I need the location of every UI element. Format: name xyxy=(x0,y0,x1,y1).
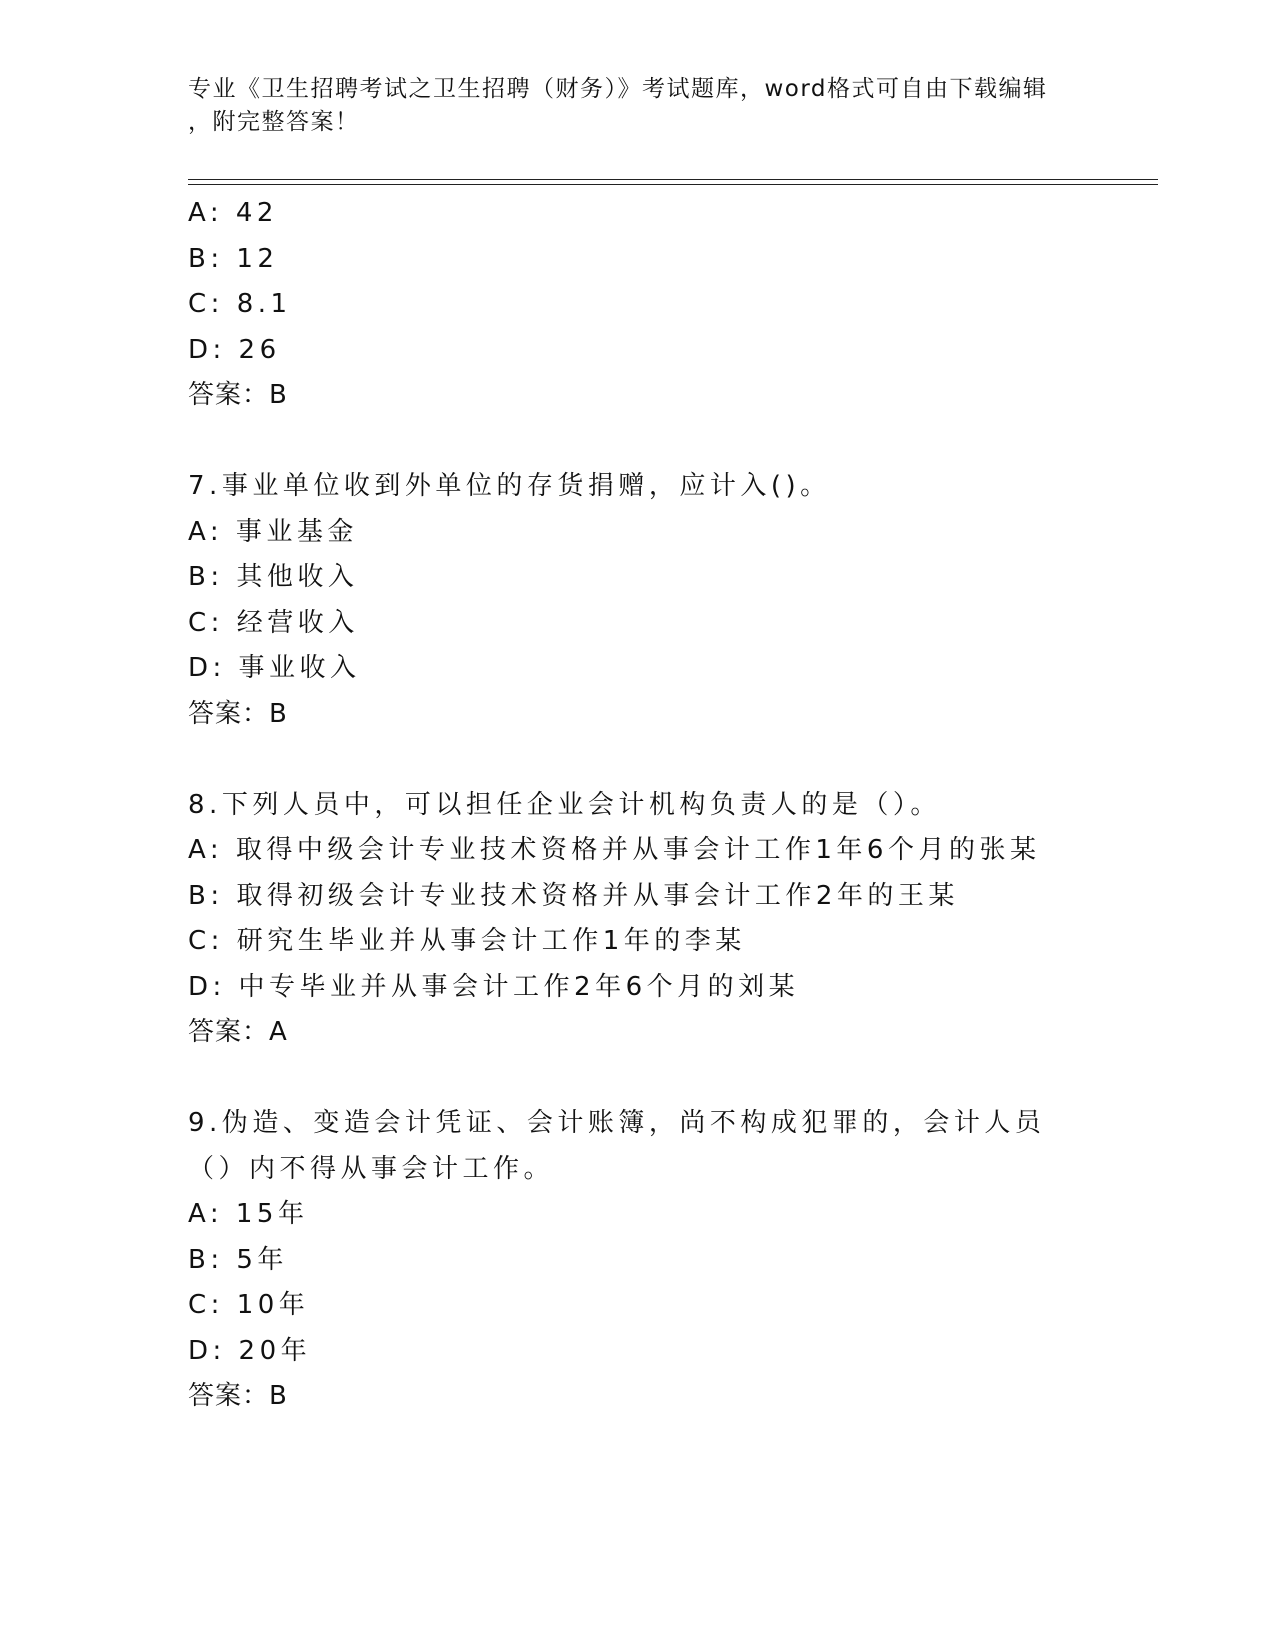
question-block xyxy=(188,1101,1148,1420)
option-text: 10年 xyxy=(236,1290,310,1320)
option-text: 中专毕业并从事会计工作2年6个月的刘某 xyxy=(238,971,800,1002)
header-title-line-2: ，附完整答案！ xyxy=(188,109,360,135)
header-divider-top xyxy=(188,179,1158,180)
option-text: 经营收入 xyxy=(236,607,359,638)
option-c xyxy=(188,1283,1148,1329)
option-c xyxy=(188,601,1148,647)
option-label: D: xyxy=(188,1335,226,1366)
answer-line: 答案：B xyxy=(188,698,288,729)
option-label: A: xyxy=(188,1199,224,1229)
option-label: A: xyxy=(188,835,224,865)
option-b xyxy=(188,237,1148,283)
option-label: D: xyxy=(188,653,226,683)
option-a xyxy=(188,1192,1148,1238)
option-text: 事业收入 xyxy=(238,653,361,683)
option-label: B: xyxy=(188,243,224,274)
answer-line: 答案：A xyxy=(188,1017,288,1047)
option-d xyxy=(188,646,1148,692)
option-text: 8.1 xyxy=(236,289,292,319)
option-text: 研究生毕业并从事会计工作1年的李某 xyxy=(236,926,746,956)
option-text: 42 xyxy=(235,198,278,228)
option-label: A: xyxy=(188,198,224,228)
option-text: 15年 xyxy=(235,1199,309,1229)
option-label: C: xyxy=(188,289,224,319)
header-divider-bottom xyxy=(188,184,1158,185)
option-b xyxy=(188,1238,1148,1284)
spacer xyxy=(188,737,1148,783)
option-label: B: xyxy=(188,880,224,911)
question-text: 事业单位收到外单位的存货捐赠，应计入()。 xyxy=(221,471,831,501)
question-stem xyxy=(188,464,1148,510)
option-label: D: xyxy=(188,971,226,1002)
option-text: 20年 xyxy=(238,1335,312,1366)
spacer xyxy=(188,1056,1148,1102)
option-label: B: xyxy=(188,1244,224,1275)
option-label: B: xyxy=(188,562,224,592)
option-text: 12 xyxy=(236,243,279,274)
document-header xyxy=(188,73,1088,139)
option-c xyxy=(188,282,1148,328)
option-d xyxy=(188,328,1148,374)
option-a xyxy=(188,191,1148,237)
question-text: 下列人员中，可以担任企业会计机构负责人的是（）。 xyxy=(221,789,941,820)
question-number: 8. xyxy=(188,789,222,820)
option-label: C: xyxy=(188,607,224,638)
option-b xyxy=(188,555,1148,601)
option-text: 取得中级会计专业技术资格并从事会计工作1年6个月的张某 xyxy=(235,835,1041,865)
option-c xyxy=(188,919,1148,965)
question-stem xyxy=(188,783,1148,829)
option-b xyxy=(188,874,1148,920)
option-text: 取得初级会计专业技术资格并从事会计工作2年的王某 xyxy=(236,880,959,911)
option-a xyxy=(188,510,1148,556)
option-text: 其他收入 xyxy=(236,562,359,592)
question-block xyxy=(188,191,1148,419)
answer-line: 答案：B xyxy=(188,1381,288,1411)
question-block xyxy=(188,783,1148,1056)
option-label: D: xyxy=(188,334,226,365)
option-a xyxy=(188,828,1148,874)
question-number: 9. xyxy=(188,1108,222,1138)
option-d xyxy=(188,965,1148,1011)
option-text: 26 xyxy=(238,334,281,365)
question-text: 伪造、变造会计凭证、会计账簿，尚不构成犯罪的，会计人员（）内不得从事会计工作。 xyxy=(188,1108,1046,1184)
question-list xyxy=(188,191,1148,1420)
option-text: 事业基金 xyxy=(235,516,358,547)
option-label: C: xyxy=(188,1290,224,1320)
question-number: 7. xyxy=(188,471,222,501)
question-stem xyxy=(188,1101,1068,1192)
header-title-line-1: 专业《卫生招聘考试之卫生招聘（财务）》考试题库，word格式可自由下载编辑 xyxy=(188,76,1048,102)
spacer xyxy=(188,419,1148,465)
answer-line: 答案：B xyxy=(188,380,288,410)
option-label: A: xyxy=(188,516,224,547)
option-text: 5年 xyxy=(236,1244,288,1275)
option-d xyxy=(188,1329,1148,1375)
option-label: C: xyxy=(188,926,224,956)
question-block xyxy=(188,464,1148,737)
